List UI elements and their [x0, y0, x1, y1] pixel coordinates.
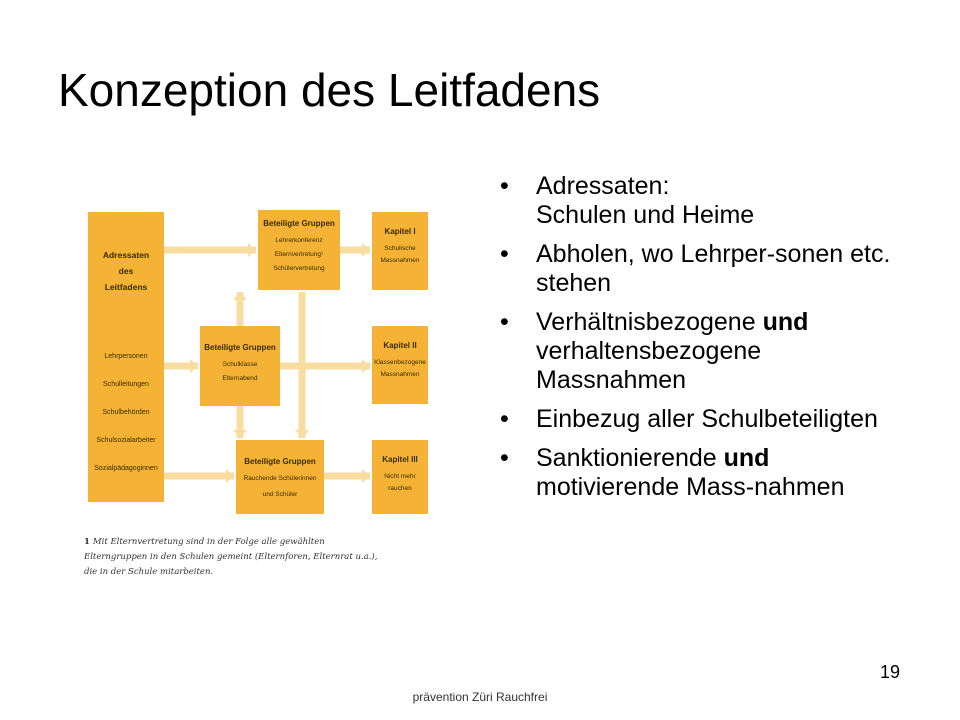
addressee-item: Schulleitungen	[103, 381, 149, 388]
diagram-arrow-head	[248, 243, 256, 257]
chapter2-title: Kapitel II	[383, 341, 417, 350]
diagram-arrow-head	[362, 359, 370, 373]
group-top-line: Lehrerkonferenz	[275, 237, 323, 244]
chapter2-line: Massnahmen	[380, 371, 420, 378]
bullet-dot: •	[500, 240, 509, 268]
slide-number: 19	[880, 662, 901, 682]
diagram-arrow-head	[362, 243, 370, 257]
addressee-item: Lehrpersonen	[104, 353, 148, 360]
group-top-line: Schülervertretung	[273, 265, 325, 272]
chapter3-line: rauchen	[388, 485, 412, 492]
bullet-dot: •	[500, 405, 509, 433]
addressees-title-2: des	[118, 266, 134, 276]
chapter1-line: Schulische	[384, 245, 416, 252]
bullet-text: motivierende Mass-nahmen	[536, 473, 845, 501]
bullet-text: Verhältnisbezogene	[536, 308, 763, 336]
diagram-arrow-head	[233, 292, 247, 300]
bullet-dot: •	[500, 172, 509, 200]
diagram-arrow-head	[233, 430, 247, 438]
group-top-line: Elternvertretung¹	[274, 251, 324, 258]
chapter1-line: Massnahmen	[380, 257, 420, 264]
bullet-item	[500, 172, 900, 230]
group-mid-line: Elternabend	[222, 375, 258, 382]
group-mid-title: Beteiligte Gruppen	[204, 343, 276, 352]
bullet-text: Sanktionierende	[536, 444, 724, 472]
bullet-bold: und	[762, 308, 809, 336]
diagram-arrow-head	[295, 430, 309, 438]
addressee-item: Sozialpädagoginnen	[94, 465, 158, 472]
slide-title: Konzeption des Leitfadens	[58, 64, 601, 116]
bullet-text: Schulen und Heime	[536, 201, 755, 229]
bullet-text: verhaltensbezogene Massnahmen	[536, 337, 762, 394]
diagram-arrow-head	[226, 469, 234, 483]
bullet-list	[500, 172, 900, 512]
diagram-footnote	[84, 535, 384, 580]
addressee-item: Schulbehörden	[102, 409, 150, 416]
chapter1-title: Kapitel I	[384, 227, 416, 236]
footnote-text: Mit Elternvertretung sind in der Folge alle gewählten Elterngruppen in den Schulen gemeint (Elternforen, Elternrat u.a.), die in der Schule mitarbeiten.	[84, 537, 378, 577]
bullet-dot: •	[500, 444, 509, 472]
bullet-item	[500, 444, 900, 502]
concept-diagram	[80, 200, 440, 530]
footnote-number: 1	[84, 537, 90, 547]
addressees-title-1: Adressaten	[102, 250, 150, 260]
diagram-arrow-head	[190, 359, 198, 373]
bullet-text: Adressaten:	[536, 172, 670, 200]
group-bottom-line: und Schüler	[262, 491, 298, 498]
bullet-item	[500, 240, 900, 298]
addressees-title-3: Leitfadens	[104, 282, 148, 292]
group-mid-line: Schulklasse	[222, 361, 258, 368]
bullet-dot: •	[500, 308, 509, 336]
group-bottom-title: Beteiligte Gruppen	[244, 457, 316, 466]
chapter3-title: Kapitel III	[382, 455, 418, 464]
addressee-item: Schulsozialarbeiter	[96, 437, 156, 444]
group-bottom-line: Rauchende Schülerinnen	[243, 475, 317, 482]
group-top-title: Beteiligte Gruppen	[263, 219, 335, 228]
bullet-item	[500, 405, 900, 434]
bullet-text: Einbezug aller Schulbeteiligten	[536, 405, 878, 433]
slide-footer: prävention Züri Rauchfrei	[412, 690, 548, 704]
chapter3-line: Nicht mehr	[384, 473, 416, 480]
bullet-item	[500, 308, 900, 395]
bullet-text: Abholen, wo Lehrper-sonen etc. stehen	[536, 240, 891, 297]
diagram-arrow-head	[362, 469, 370, 483]
bullet-bold: und	[723, 444, 770, 472]
chapter2-line: Klassenbezogene	[374, 359, 426, 366]
